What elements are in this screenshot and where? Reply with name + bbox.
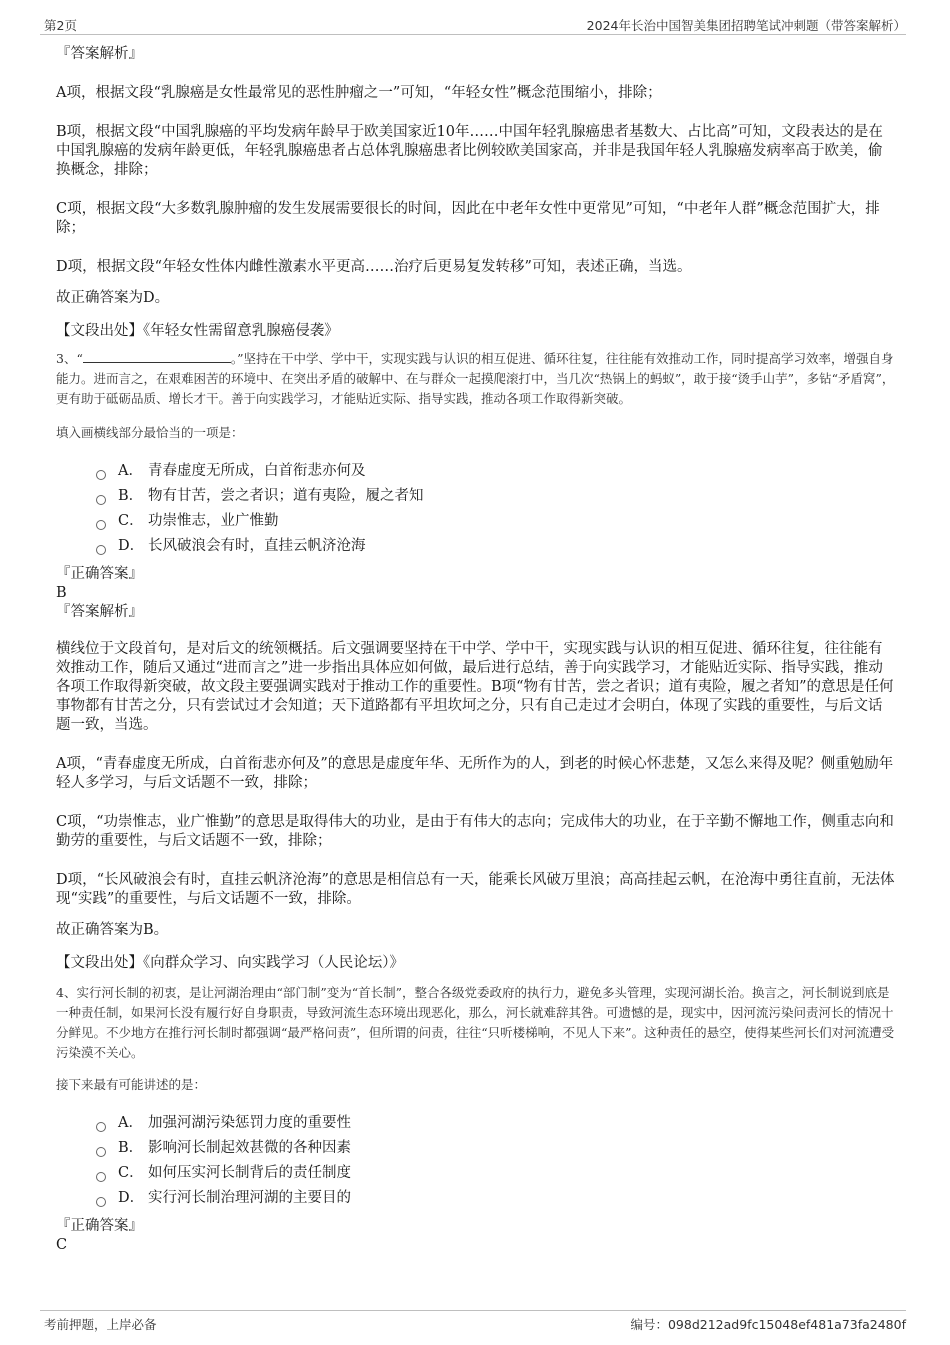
option-a[interactable]: A． 加强河湖污染惩罚力度的重要性 (96, 1111, 896, 1136)
option-c[interactable]: C． 如何压实河长制背后的责任制度 (96, 1161, 896, 1186)
source-line: 【文段出处】《向群众学习、向实践学习（人民论坛）》 (56, 955, 404, 971)
page-content (56, 45, 896, 1255)
question-4-prompt: 接下来最有可能讲述的是： (56, 1077, 207, 1092)
correct-answer-statement: 故正确答案为D。 (56, 290, 170, 306)
option-a[interactable]: A． 青春虚度无所成，白首衔悲亦何及 (96, 459, 896, 484)
analysis-option-d: D项，根据文段“年轻女性体内雌性激素水平更高……治疗后更易复发转移”可知，表述正确，当选。 (56, 259, 692, 275)
radio-icon[interactable] (96, 1122, 106, 1132)
page-footer (40, 1310, 906, 1335)
correct-answer-tag: 『正确答案』 (56, 1218, 143, 1234)
radio-icon[interactable] (96, 470, 106, 480)
analysis-option-c: C项，根据文段“大多数乳腺肿瘤的发生发展需要很长的时间，因此在中老年女性中更常见”可知，“中老年人群”概念范围扩大，排除； (56, 201, 880, 236)
question-3-number: 3、“ (56, 351, 83, 366)
analysis-tag: 『答案解析』 (56, 46, 143, 62)
radio-icon[interactable] (96, 1172, 106, 1182)
question-3-text: 。”坚持在干中学、学中干，实现实践与认识的相互促进、循环往复，往往能有效推动工作，同时提高学习效率，增强自身能力。进而言之，在艰难困苦的环境中、在突出矛盾的破解中、在与群众一起摸爬滚打中，当几次“热锅上的蚂蚁”，敢于接“烫手山芋”，多钻“矛盾窝”，更有助于砥砺品质、增长才干。善于向实践学习，才能贴近实际、指导实践，推动各项工作取得新突破。 (56, 351, 895, 406)
option-b[interactable]: B． 物有甘苦，尝之者识；道有夷险，履之者知 (96, 484, 896, 509)
page-header (40, 14, 906, 35)
question-3-options (96, 459, 896, 559)
radio-icon[interactable] (96, 1147, 106, 1157)
footer-slogan: 考前押题，上岸必备 (44, 1317, 157, 1332)
source-line: 【文段出处】《年轻女性需留意乳腺癌侵袭》 (56, 323, 339, 339)
option-d[interactable]: D． 实行河长制治理河湖的主要目的 (96, 1186, 896, 1211)
correct-answer-statement: 故正确答案为B。 (56, 922, 169, 938)
radio-icon[interactable] (96, 495, 106, 505)
option-c[interactable]: C． 功崇惟志，业广惟勤 (96, 509, 896, 534)
option-b[interactable]: B． 影响河长制起效甚微的各种因素 (96, 1136, 896, 1161)
analysis-option-c: C项，“功崇惟志，业广惟勤”的意思是取得伟大的功业，是由于有伟大的志向；完成伟大的功业，在于辛勤不懈地工作，侧重志向和勤劳的重要性，与后文话题不一致，排除； (56, 814, 894, 849)
correct-answer-letter: B (56, 585, 67, 601)
option-d[interactable]: D． 长风破浪会有时，直挂云帆济沧海 (96, 534, 896, 559)
question-3-prompt: 填入画横线部分最恰当的一项是： (56, 425, 244, 440)
analysis-option-a: A项，“青春虚度无所成，白首衔悲亦何及”的意思是虚度年华、无所作为的人，到老的时候心怀悲楚，又怎么来得及呢？侧重勉励年轻人多学习，与后文话题不一致，排除； (56, 756, 894, 791)
document-code: 编号：098d212ad9fc15048ef481a73fa2480f (630, 1317, 906, 1332)
fill-blank-line (83, 350, 231, 363)
analysis-main: 横线位于文段首句，是对后文的统领概括。后文强调要坚持在干中学、学中干，实现实践与认识的相互促进、循环往复，往往能有效推动工作，随后又通过“进而言之”进一步指出具体应如何做，最后进行总结，善于向实践学习，才能贴近实际、指导实践，推动各项工作取得新突破，故文段主要强调实践对于推动工作的重要性。B项“物有甘苦，尝之者识；道有夷险，履之者知”的意思是任何事物都有甘苦之分，只有尝试过才会知道；天下道路都有平坦坎坷之分，只有自己走过才会明白，体现了实践的重要性，与后文话题一致，当选。 (56, 641, 894, 733)
radio-icon[interactable] (96, 1197, 106, 1207)
analysis-option-d: D项，“长风破浪会有时，直挂云帆济沧海”的意思是相信总有一天，能乘长风破万里浪；高高挂起云帆，在沧海中勇往直前，无法体现“实践”的重要性，与后文话题不一致，排除。 (56, 872, 895, 907)
question-4-stem: 4、实行河长制的初衷，是让河湖治理由“部门制”变为“首长制”，整合各级党委政府的执行力，避免多头管理，实现河湖长治。换言之，河长制说到底是一种责任制，如果河长没有履行好自身职责，导致河流生态环境出现恶化，那么，河长就难辞其咎。可遗憾的是，现实中，因河流污染问责河长的情况十分鲜见。不少地方在推行河长制时都强调“最严格问责”，但所谓的问责，往往“只听楼梯响，不见人下来”。这种责任的悬空，使得某些河长们对河流遭受污染漠不关心。 (56, 985, 895, 1060)
document-title: 2024年长治中国智美集团招聘笔试冲刺题（带答案解析） (586, 18, 906, 33)
page-number: 第2页 (44, 18, 77, 33)
analysis-tag: 『答案解析』 (56, 604, 143, 620)
analysis-option-a: A项，根据文段“乳腺癌是女性最常见的恶性肿瘤之一”可知，“年轻女性”概念范围缩小，排除； (56, 85, 662, 101)
radio-icon[interactable] (96, 545, 106, 555)
correct-answer-letter: C (56, 1237, 68, 1253)
correct-answer-tag: 『正确答案』 (56, 566, 143, 582)
question-3-stem (56, 349, 896, 409)
analysis-option-b: B项，根据文段“中国乳腺癌的平均发病年龄早于欧美国家近10年……中国年轻乳腺癌患者基数大、占比高”可知，文段表达的是在中国乳腺癌的发病年龄更低，年轻乳腺癌患者占总体乳腺癌患者比例较欧美国家高，并非是我国年轻人乳腺癌发病率高于欧美，偷换概念，排除； (56, 124, 883, 178)
radio-icon[interactable] (96, 520, 106, 530)
question-4-options (96, 1111, 896, 1211)
